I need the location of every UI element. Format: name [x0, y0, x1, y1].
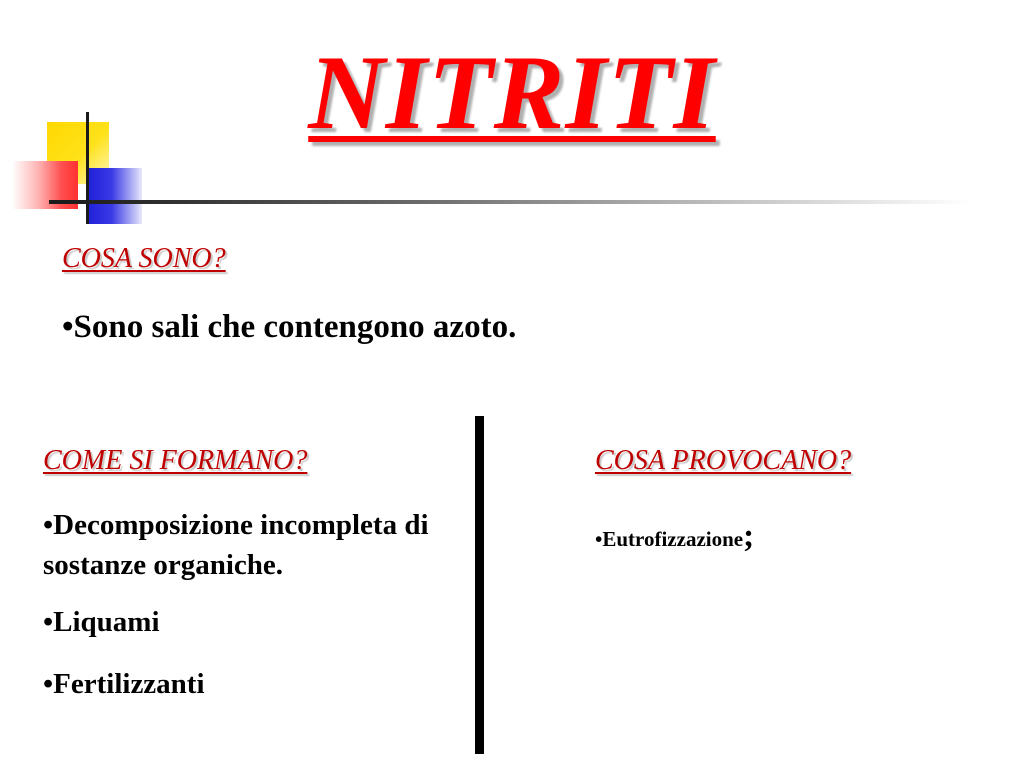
decorative-blue-square [87, 168, 142, 224]
bullet-eutrofizzazione-suffix: ; [743, 518, 755, 554]
heading-cosa-sono: COSA SONO? [62, 243, 226, 274]
column-divider [475, 416, 484, 754]
slide-title: NITRITI [308, 34, 716, 151]
heading-cosa-provocano: COSA PROVOCANO? [595, 445, 852, 476]
decorative-horizontal-rule [49, 200, 969, 204]
bullet-eutrofizzazione-text: •Eutrofizzazione [595, 527, 744, 551]
bullet-liquami: •Liquami [43, 606, 160, 638]
bullet-decomposizione: •Decomposizione incompleta di sostanze organiche. [43, 509, 429, 581]
heading-come-si-formano: COME SI FORMANO? [43, 445, 308, 476]
bullet-fertilizzanti: •Fertilizzanti [43, 668, 205, 700]
bullet-definition: •Sono sali che contengono azoto. [62, 309, 517, 345]
bullet-eutrofizzazione [595, 518, 754, 555]
